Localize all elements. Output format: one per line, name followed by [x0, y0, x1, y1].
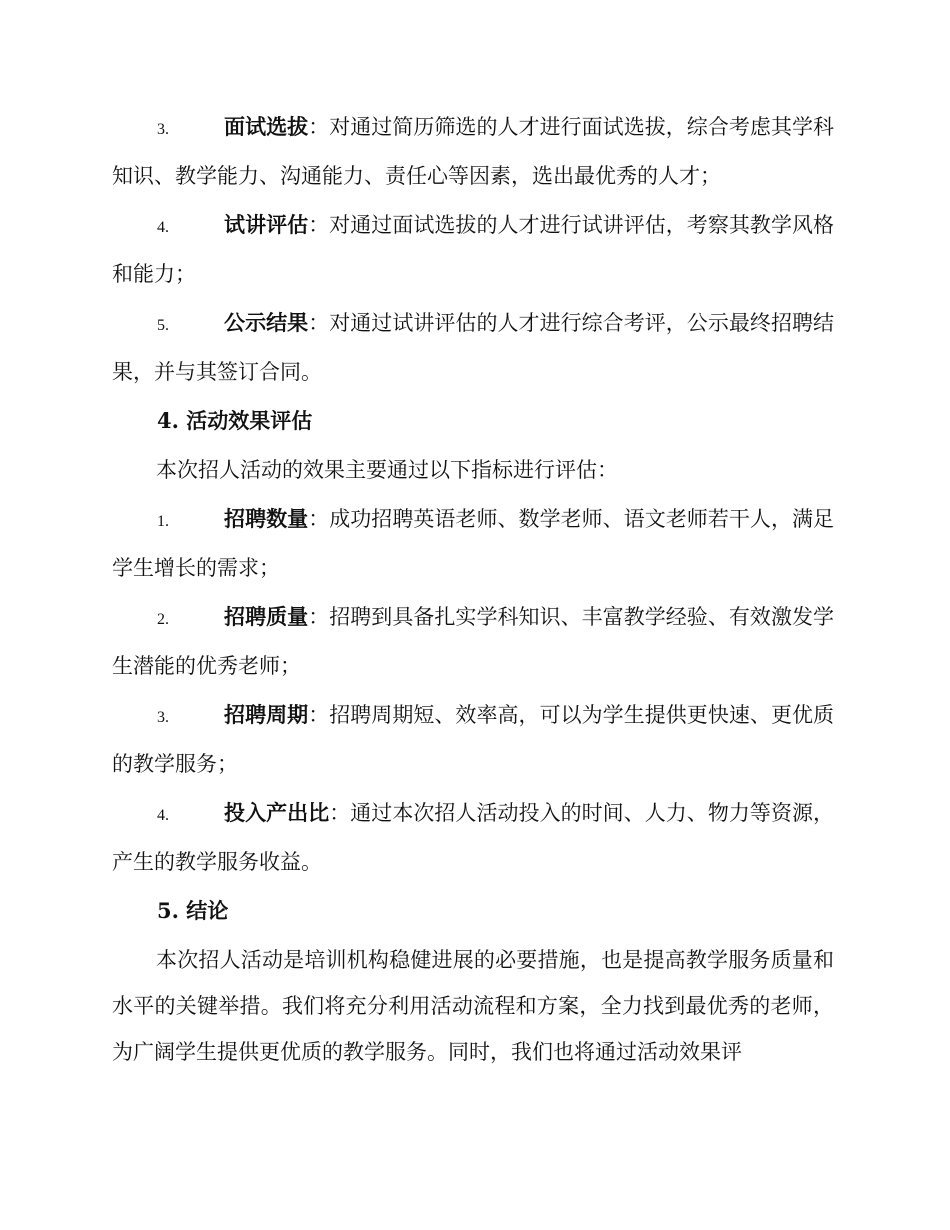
metric-text: ：招聘周期短、效率高，可以为学生提供更快速、更优质的教学服务；	[112, 703, 835, 776]
section-5-heading: 5. 结论	[157, 898, 229, 923]
metric-term: 招聘质量	[224, 604, 309, 629]
metric-number: 4.	[157, 807, 169, 824]
section-4-intro: 本次招人活动的效果主要通过以下指标进行评估：	[156, 458, 618, 482]
metric-number: 1.	[157, 513, 169, 530]
step-number: 3.	[157, 121, 169, 138]
document-page	[112, 104, 834, 1078]
metric-number: 2.	[157, 611, 169, 628]
metric-item-4	[112, 790, 834, 885]
step-text: ：对通过简历筛选的人才进行面试选拔，综合考虑其学科知识、教学能力、沟通能力、责任心等因素，选出最优秀的人才；	[112, 115, 835, 188]
metric-text: ：招聘到具备扎实学科知识、丰富教学经验、有效激发学生潜能的优秀老师；	[112, 605, 835, 678]
metric-item-3	[112, 692, 834, 787]
step-item-3	[112, 104, 834, 199]
step-text: ：对通过面试选拔的人才进行试讲评估，考察其教学风格和能力；	[112, 213, 835, 286]
metric-number: 3.	[157, 709, 169, 726]
metric-text: ：通过本次招人活动投入的时间、人力、物力等资源，产生的教学服务收益。	[112, 801, 835, 874]
step-number: 4.	[157, 219, 169, 236]
metric-term: 投入产出比	[224, 800, 330, 825]
step-text: ：对通过试讲评估的人才进行综合考评，公示最终招聘结果，并与其签订合同。	[112, 311, 835, 384]
step-term: 试讲评估	[224, 212, 309, 237]
metric-term: 招聘数量	[224, 506, 309, 531]
metric-item-1	[112, 496, 834, 591]
step-item-4	[112, 202, 834, 297]
metric-text: ：成功招聘英语老师、数学老师、语文老师若干人，满足学生增长的需求；	[112, 507, 835, 580]
step-term: 面试选拔	[224, 114, 309, 139]
section-4-heading: 4. 活动效果评估	[157, 408, 313, 433]
step-item-5	[112, 300, 834, 395]
section-5-body: 本次招人活动是培训机构稳健进展的必要措施，也是提高教学服务质量和水平的关键举措。我们将充分利用活动流程和方案，全力找到最优秀的老师，为广阔学生提供更优质的教学服务。同时，我们也将通过活动效果评	[112, 948, 834, 1064]
step-number: 5.	[157, 317, 169, 334]
step-term: 公示结果	[224, 310, 309, 335]
metric-item-2	[112, 594, 834, 689]
metric-term: 招聘周期	[224, 702, 309, 727]
